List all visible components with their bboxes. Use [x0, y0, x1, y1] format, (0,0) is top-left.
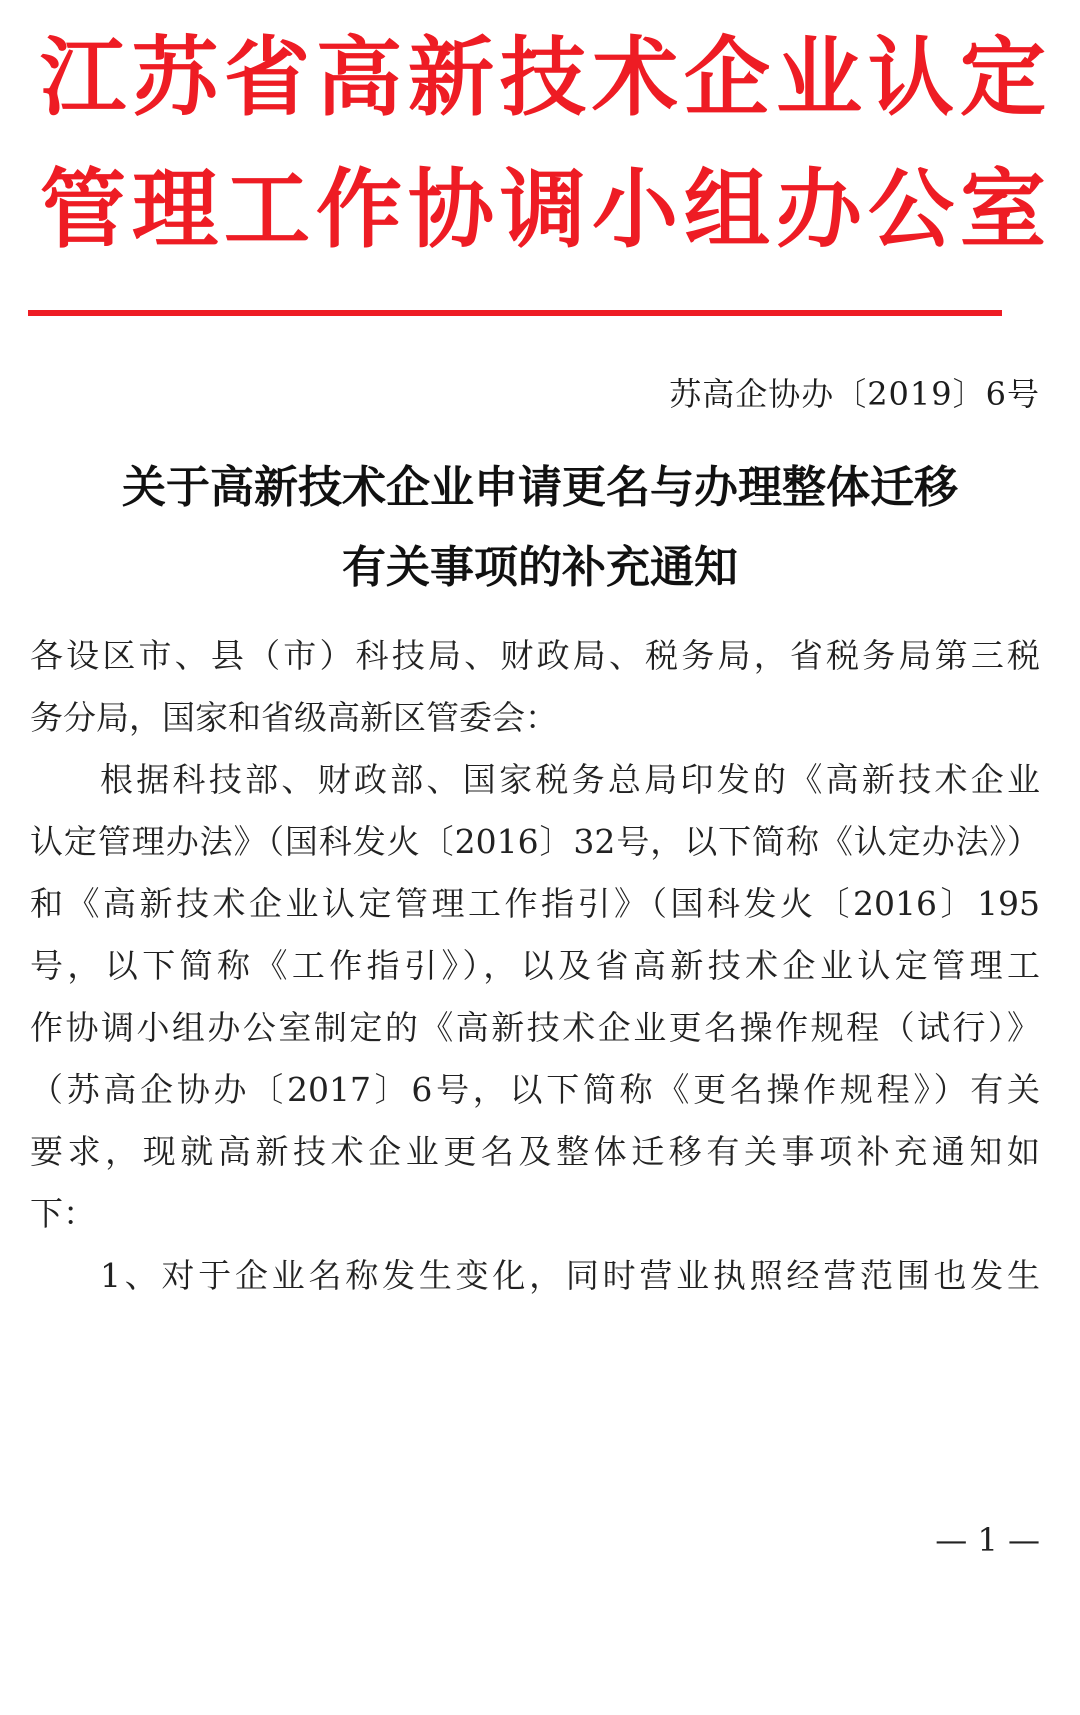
body-line-8: （苏高企协办〔2017〕6号，以下简称《更名操作规程》）有关: [30, 1070, 1040, 1109]
body-line-4: 认定管理办法》（国科发火〔2016〕32号，以下简称《认定办法》）: [30, 822, 1040, 861]
notice-title-line-2: 有关事项的补充通知: [342, 542, 738, 593]
issuer-title-line-1: 江苏省高新技术企业认定: [40, 28, 1052, 128]
body-line-7: 作协调小组办公室制定的《高新技术企业更名操作规程（试行）》: [30, 1008, 1040, 1047]
body-line-9: 要求，现就高新技术企业更名及整体迁移有关事项补充通知如: [30, 1132, 1040, 1171]
body-line-10: 下：: [30, 1194, 96, 1233]
body-line-6: 号，以下简称《工作指引》），以及省高新技术企业认定管理工: [30, 946, 1040, 985]
body-line-11: 1、对于企业名称发生变化，同时营业执照经营范围也发生: [100, 1256, 1040, 1295]
body-line-5: 和《高新技术企业认定管理工作指引》（国科发火〔2016〕195: [30, 884, 1040, 923]
document-number: 苏高企协办〔2019〕6号: [669, 375, 1040, 413]
notice-title-line-1: 关于高新技术企业申请更名与办理整体迁移: [122, 462, 958, 513]
issuer-title-line-2: 管理工作协调小组办公室: [40, 160, 1052, 260]
red-separator-line: [28, 310, 1002, 316]
body-line-2: 务分局，国家和省级高新区管委会：: [30, 698, 558, 737]
body-line-3: 根据科技部、财政部、国家税务总局印发的《高新技术企业: [100, 760, 1040, 799]
page-number: — 1 —: [935, 1521, 1040, 1559]
body-line-1: 各设区市、县（市）科技局、财政局、税务局，省税务局第三税: [30, 636, 1040, 675]
